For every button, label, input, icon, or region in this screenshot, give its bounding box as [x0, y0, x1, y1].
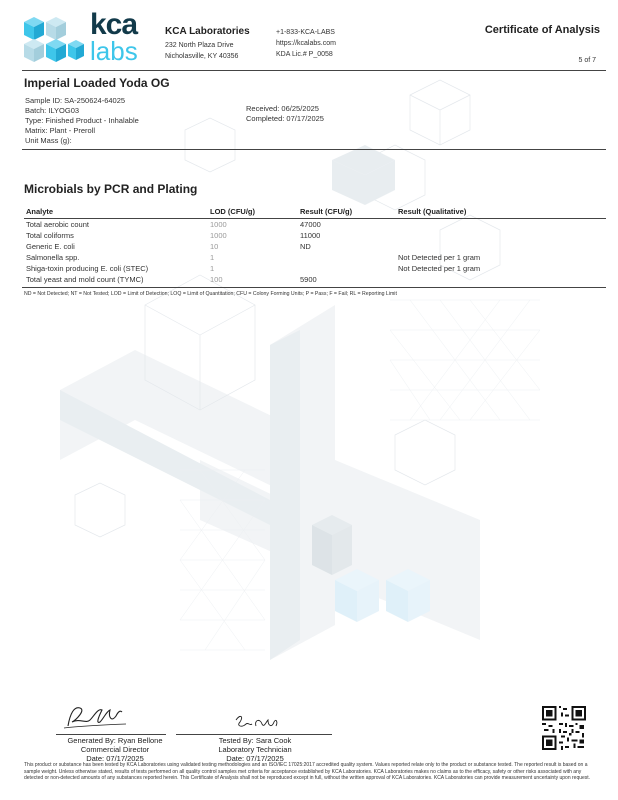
batch: Batch: ILYOG03 — [25, 106, 80, 115]
kca-logo-icon — [14, 14, 84, 70]
lab-address-line2: Nicholasville, KY 40356 — [165, 53, 239, 60]
cell-analyte: Shiga-toxin producing E. coli (STEC) — [26, 264, 149, 273]
sample-id: Sample ID: SA-250624-64025 — [25, 96, 126, 105]
info-divider — [22, 149, 606, 150]
section-title: Microbials by PCR and Plating — [24, 182, 198, 196]
col-result: Result (CFU/g) — [300, 207, 353, 216]
signature-sara-cook — [232, 712, 280, 734]
page-number: 5 of 7 — [578, 57, 596, 64]
unit-mass: Unit Mass (g): — [25, 136, 72, 145]
header-divider — [22, 70, 606, 71]
lab-website[interactable]: https://kcalabs.com — [276, 40, 336, 47]
legal-disclaimer: This product or substance has been tested by KCA Laboratories using validated testing methodologies and an ISO/IEC 17025:2017 accredited quality system. Values reported relate only to the product or substance tested. The reported result is based on a sample weight. Unless otherwise stated, results of tests performed on all quality control samples met criteria for acceptance established by KCA Laboratories. KCA Laboratories makes no claims as to the efficacy, safety or other risks associated with any detected or non-detected amounts of any substances reported herein. This Certificate of Analysis shall not be reproduced except in full, without the written approval of KCA Laboratories. KCA Laboratories can provide measurement uncertainty upon request. — [24, 762, 591, 781]
lab-license: KDA Lic.# P_0058 — [276, 51, 333, 58]
table-row — [24, 219, 606, 230]
generated-title: Commercial Director — [80, 745, 150, 754]
generated-by: Generated By: Ryan Bellone — [67, 736, 163, 745]
table-row — [24, 241, 606, 252]
product-name: Imperial Loaded Yoda OG — [24, 76, 170, 90]
generated-date: Date: 07/17/2025 — [86, 754, 144, 763]
abbreviation-legend: ND = Not Detected; NT = Not Tested; LOD = Limit of Detection; LOQ = Limit of Quantitation; CFU = Colony Forming Units; P = Pass; F = Fail; RL = Reporting Limit — [24, 291, 397, 297]
document-title: Certificate of Analysis — [484, 24, 600, 36]
cell-lod: 1000 — [210, 231, 227, 240]
cell-analyte: Total aerobic count — [26, 220, 89, 229]
cell-analyte: Total yeast and mold count (TYMC) — [26, 275, 144, 284]
signature-line-2 — [176, 734, 332, 735]
cell-lod: 10 — [210, 242, 219, 251]
table-row — [24, 252, 606, 263]
tested-title: Laboratory Technician — [218, 745, 292, 754]
lab-phone: +1-833-KCA-LABS — [276, 29, 335, 36]
lab-address — [165, 40, 238, 62]
sample-info-left — [25, 96, 139, 146]
tested-by: Tested By: Sara Cook — [218, 736, 292, 745]
cell-analyte: Salmonella spp. — [26, 253, 80, 262]
cell-result: 47000 — [300, 220, 321, 229]
cell-result: 11000 — [300, 231, 321, 240]
col-analyte: Analyte — [26, 207, 54, 216]
col-lod: LOD (CFU/g) — [210, 207, 255, 216]
lab-contact — [276, 27, 336, 60]
signature-block-generated — [50, 736, 180, 763]
cell-lod: 100 — [210, 275, 223, 284]
cell-analyte: Generic E. coli — [26, 242, 75, 251]
table-row — [24, 230, 606, 241]
brand-name-bottom: labs — [90, 36, 138, 66]
cell-qualitative: Not Detected per 1 gram — [398, 253, 481, 262]
cell-result: 5900 — [300, 275, 317, 284]
table-row — [24, 274, 606, 285]
received-date: Received: 06/25/2025 — [246, 104, 319, 113]
signature-block-tested — [200, 736, 310, 763]
cell-result: ND — [300, 242, 311, 251]
microbials-table — [24, 206, 606, 285]
completed-date: Completed: 07/17/2025 — [246, 114, 324, 123]
lab-address-line1: 232 North Plaza Drive — [165, 42, 234, 49]
cell-lod: 1 — [210, 264, 215, 273]
signature-line-1 — [56, 734, 166, 735]
cell-analyte: Total coliforms — [26, 231, 74, 240]
tested-date: Date: 07/17/2025 — [226, 754, 284, 763]
matrix: Matrix: Plant - Preroll — [25, 126, 96, 135]
product-type: Type: Finished Product - Inhalable — [25, 116, 139, 125]
signature-ryan-bellone — [60, 700, 130, 732]
table-row — [24, 263, 606, 274]
lab-name: KCA Laboratories — [165, 26, 250, 37]
table-header — [24, 206, 606, 219]
col-result-qualitative: Result (Qualitative) — [398, 207, 467, 216]
brand-name-top: kca — [90, 8, 138, 41]
cell-lod: 1000 — [210, 220, 227, 229]
sample-info-right — [246, 104, 324, 124]
cell-lod: 1 — [210, 253, 215, 262]
table-bottom-divider — [22, 287, 606, 288]
qr-code-icon[interactable] — [542, 706, 586, 750]
cell-qualitative: Not Detected per 1 gram — [398, 264, 481, 273]
